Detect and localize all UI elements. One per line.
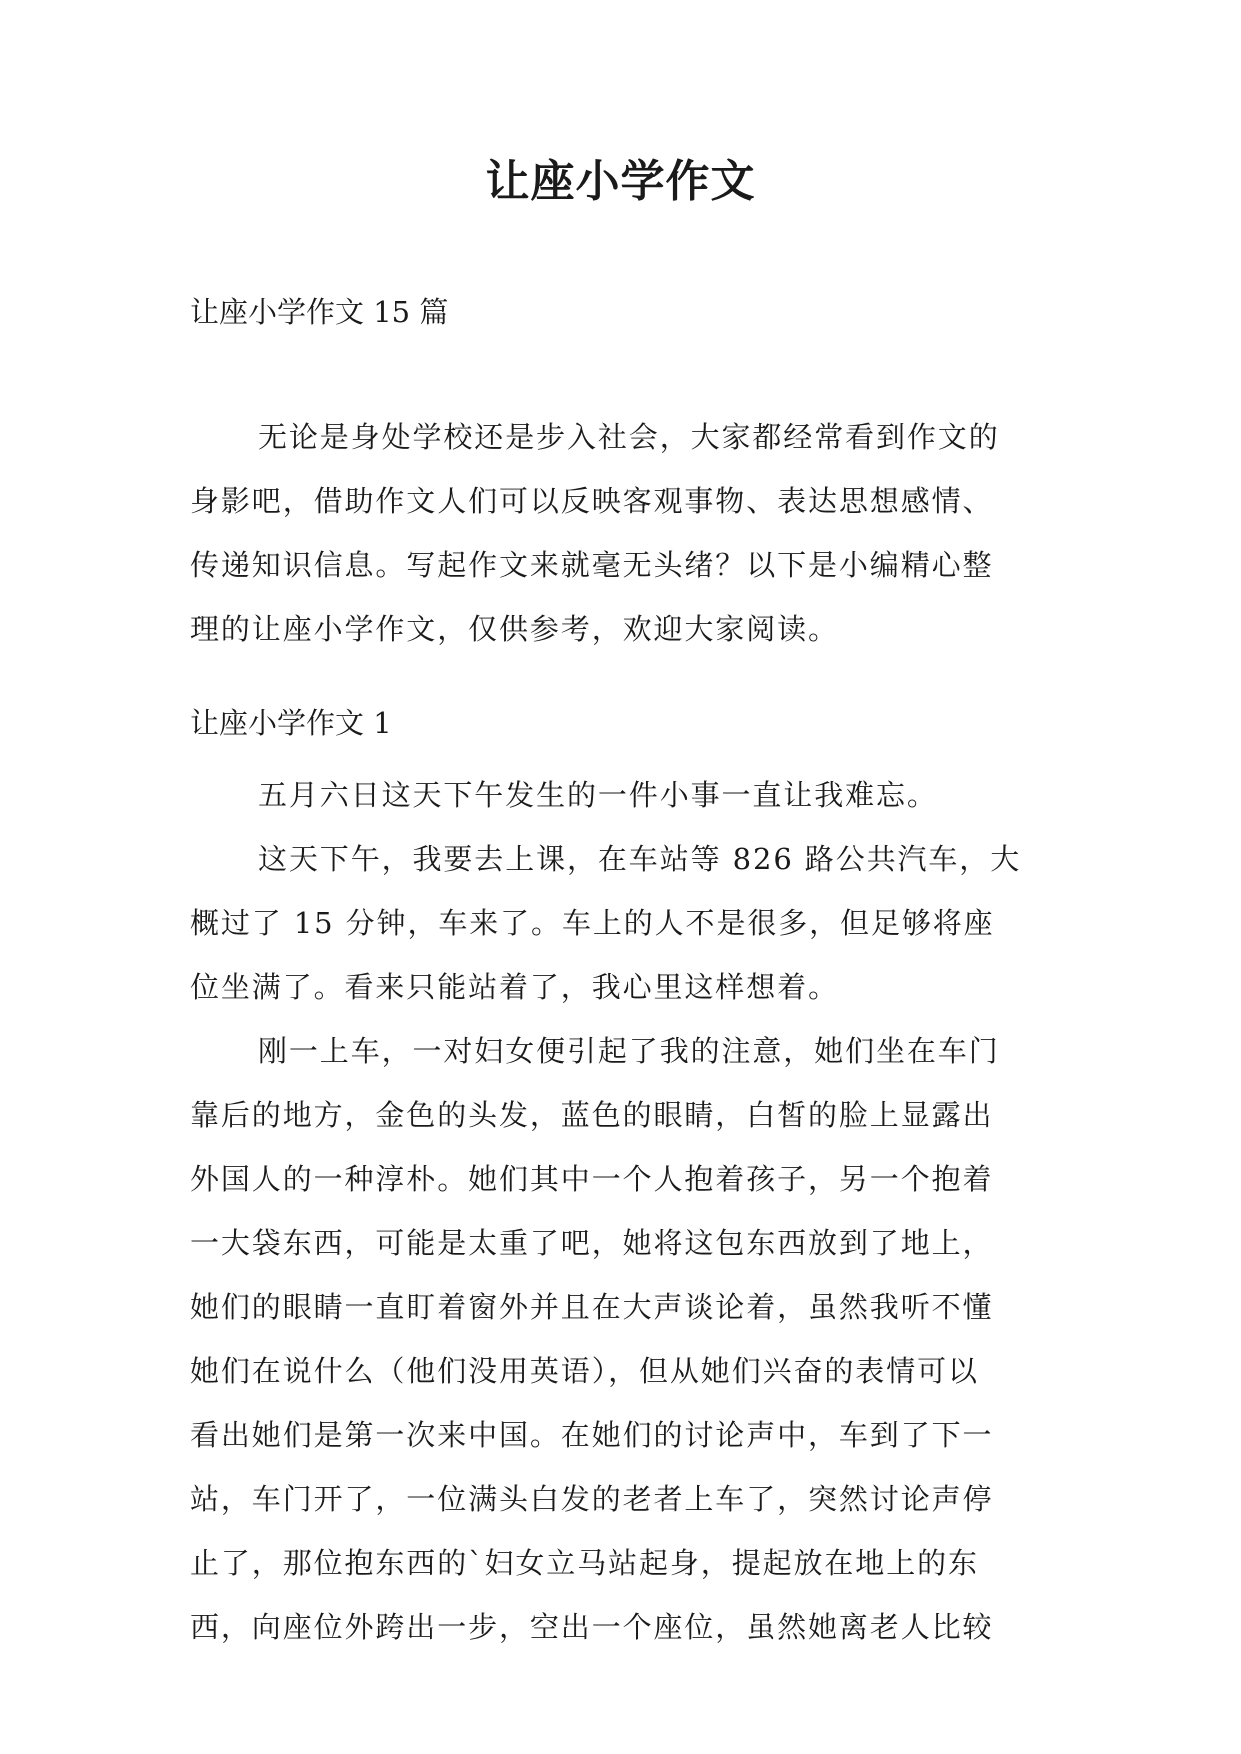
intro-line: 传递知识信息。写起作文来就毫无头绪？以下是小编精心整 bbox=[190, 548, 994, 582]
intro-line: 身影吧，借助作文人们可以反映客观事物、表达思想感情、 bbox=[190, 484, 994, 518]
essay-line: 一大袋东西，可能是太重了吧，她将这包东西放到了地上， bbox=[190, 1226, 994, 1260]
essay-line: 她们在说什么（他们没用英语），但从她们兴奋的表情可以 bbox=[190, 1354, 979, 1388]
essay-line: 看出她们是第一次来中国。在她们的讨论声中，车到了下一 bbox=[190, 1418, 994, 1452]
essay-line: 止了，那位抱东西的`妇女立马站起身，提起放在地上的东 bbox=[190, 1546, 979, 1580]
essay-line: 西，向座位外跨出一步，空出一个座位，虽然她离老人比较 bbox=[190, 1610, 994, 1644]
essay-line: 这天下午，我要去上课，在车站等 826 路公共汽车，大 bbox=[258, 842, 1022, 876]
essay-line: 靠后的地方，金色的头发，蓝色的眼睛，白皙的脸上显露出 bbox=[190, 1098, 994, 1132]
document-subtitle: 让座小学作文 15 篇 bbox=[190, 295, 449, 329]
essay-line: 站，车门开了，一位满头白发的老者上车了，突然讨论声停 bbox=[190, 1482, 994, 1516]
intro-line: 理的让座小学作文，仅供参考，欢迎大家阅读。 bbox=[190, 612, 839, 646]
document-title: 让座小学作文 bbox=[485, 156, 756, 207]
essay-line: 她们的眼睛一直盯着窗外并且在大声谈论着，虽然我听不懂 bbox=[190, 1290, 994, 1324]
essay-body bbox=[190, 763, 1070, 1659]
essay-line: 概过了 15 分钟，车来了。车上的人不是很多，但足够将座 bbox=[190, 906, 995, 940]
intro-paragraph bbox=[190, 405, 1070, 661]
essay-line: 位坐满了。看来只能站着了，我心里这样想着。 bbox=[190, 970, 839, 1004]
section-heading: 让座小学作文 1 bbox=[190, 706, 392, 740]
essay-line: 刚一上车，一对妇女便引起了我的注意，她们坐在车门 bbox=[258, 1034, 1000, 1068]
intro-line: 无论是身处学校还是步入社会，大家都经常看到作文的 bbox=[258, 420, 1000, 454]
essay-line: 五月六日这天下午发生的一件小事一直让我难忘。 bbox=[258, 778, 938, 812]
essay-line: 外国人的一种淳朴。她们其中一个人抱着孩子，另一个抱着 bbox=[190, 1162, 994, 1196]
